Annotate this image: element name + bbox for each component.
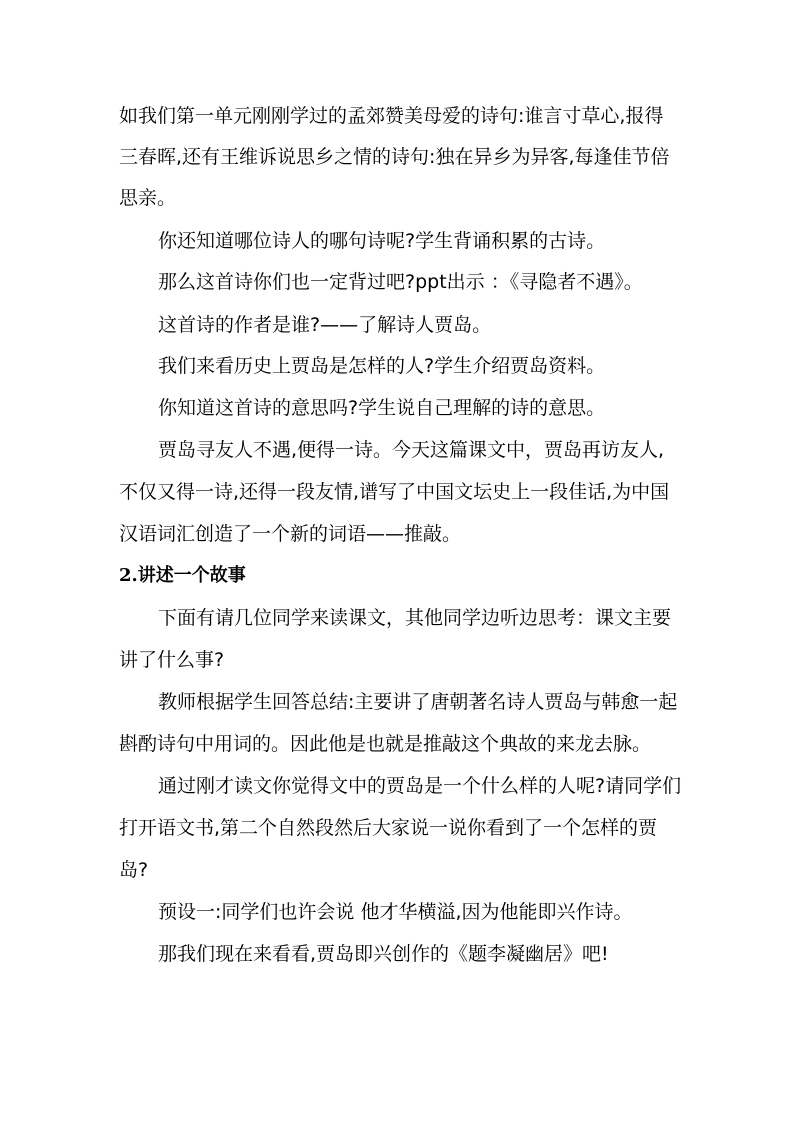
text-line: 你还知道哪位诗人的哪句诗呢?学生背诵积累的古诗。 [158, 230, 606, 252]
text-line: 打开语文书,第二个自然段然后大家说一说你看到了一个怎样的贾 [119, 817, 658, 839]
text-line: 思亲。 [119, 187, 177, 209]
text-line: 不仅又得一诗,还得一段友情,谱写了中国文坛史上一段佳话,为中国 [119, 481, 670, 503]
text-line: 通过刚才读文你觉得文中的贾岛是一个什么样的人呢?请同学们 [158, 775, 682, 797]
text-line: 贾岛寻友人不遇,便得一诗。今天这篇课文中，贾岛再访友人, [158, 439, 665, 461]
text-line: 讲了什么事? [119, 649, 225, 671]
section-heading: 2.讲述一个故事 [119, 565, 246, 586]
text-line: 如我们第一单元刚刚学过的孟郊赞美母爱的诗句:谁言寸草心,报得 [119, 105, 664, 127]
text-line: 汉语词汇创造了一个新的词语——推敲。 [119, 523, 462, 545]
text-line: 教师根据学生回答总结:主要讲了唐朝著名诗人贾岛与韩愈一起 [158, 691, 678, 713]
text-line: 下面有请几位同学来读课文，其他同学边听边思考：课文主要 [158, 607, 672, 629]
text-line: 斟酌诗句中用词的。因此他是也就是推敲这个典故的来龙去脉。 [119, 733, 652, 755]
text-line: 我们来看历史上贾岛是怎样的人?学生介绍贾岛资料。 [158, 355, 606, 377]
text-line: 三春晖,还有王维诉说思乡之情的诗句:独在异乡为异客,每逢佳节倍 [119, 146, 670, 168]
text-line: 预设一:同学们也许会说 他才华横溢,因为他能即兴作诗。 [158, 901, 633, 923]
text-line: 你知道这首诗的意思吗?学生说自己理解的诗的意思。 [158, 397, 606, 419]
text-line: 那我们现在来看看,贾岛即兴创作的《题李凝幽居》吧! [158, 943, 609, 965]
text-line: 岛? [119, 859, 149, 881]
text-line: 那么这首诗你们也一定背过吧?ppt出示 ：《寻隐者不遇》。 [158, 271, 643, 293]
text-line: 这首诗的作者是谁?——了解诗人贾岛。 [158, 314, 492, 336]
